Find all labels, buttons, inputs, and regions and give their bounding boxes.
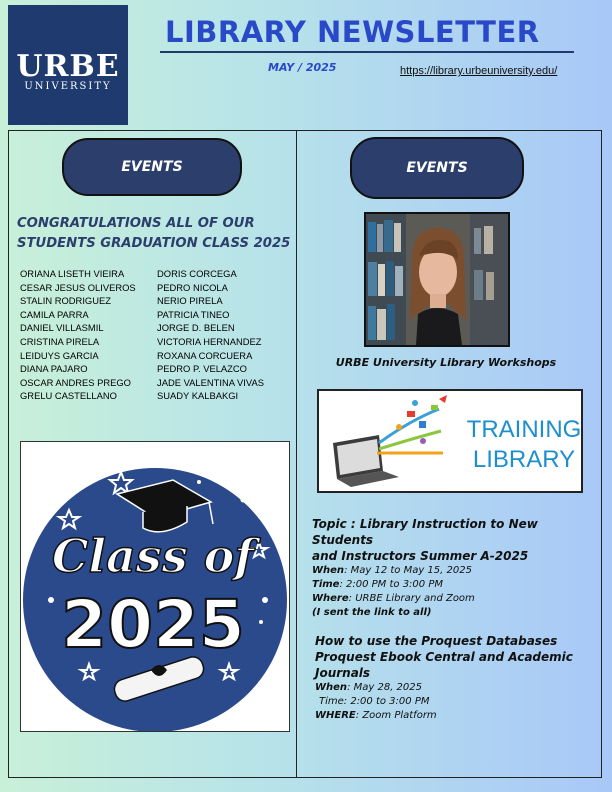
graduate-name: ROXANA CORCUERA xyxy=(157,349,253,361)
library-word: LIBRARY xyxy=(472,446,576,473)
event2-when: When: May 28, 2025 xyxy=(315,682,422,693)
graduate-name: VICTORIA HERNANDEZ xyxy=(157,335,262,347)
graduate-name: LEIDUYS GARCIA xyxy=(20,349,99,361)
class-of-2025-graphic xyxy=(20,441,290,732)
person-portrait xyxy=(410,228,466,345)
event1-topic-line2: and Instructors Summer A-2025 xyxy=(312,549,529,563)
graduate-name: OSCAR ANDRES PREGO xyxy=(20,376,131,388)
events-badge-right: EVENTS xyxy=(350,137,524,199)
graduate-name: JADE VALENTINA VIVAS xyxy=(157,376,264,388)
event2-where: WHERE: Zoom Platform xyxy=(315,710,437,721)
issue-date: MAY / 2025 xyxy=(268,61,337,74)
event2-title-line2: Proquest Ebook Central and Academic xyxy=(315,650,573,664)
title-underline xyxy=(160,51,574,53)
graduate-name: PATRICIA TINEO xyxy=(157,308,230,320)
graduate-name: CAMILA PARRA xyxy=(20,308,89,320)
graduate-name: CRISTINA PIRELA xyxy=(20,335,100,347)
event1-note: (I sent the link to all) xyxy=(312,607,432,618)
congrats-line-2: STUDENTS GRADUATION CLASS 2025 xyxy=(17,236,291,251)
graduate-name: DIANA PAJARO xyxy=(20,363,88,375)
flying-icons xyxy=(377,395,447,453)
graduate-name: PEDRO P. VELAZCO xyxy=(157,363,247,375)
training-library-banner xyxy=(317,389,583,493)
event-library-instruction xyxy=(312,516,602,620)
training-library-graphic xyxy=(319,391,581,491)
graduate-name: CESAR JESUS OLIVEROS xyxy=(20,281,136,293)
event2-title-line3: Journals xyxy=(315,666,371,680)
librarian-photo xyxy=(364,212,510,347)
graduate-name: STALIN RODRIGUEZ xyxy=(20,295,111,307)
graduate-name: ORIANA LISETH VIEIRA xyxy=(20,268,125,279)
graduation-congrats-heading xyxy=(17,214,297,254)
graduate-name: DANIEL VILLASMIL xyxy=(20,322,104,334)
graduate-name: JORGE D. BELEN xyxy=(157,322,235,334)
event1-topic-line1: Topic : Library Instruction to New Students xyxy=(312,517,538,547)
graduate-name: DORIS CORCEGA xyxy=(157,268,237,279)
graduate-name: PEDRO NICOLA xyxy=(157,281,228,293)
graduate-name: NERIO PIRELA xyxy=(157,295,223,307)
graduate-name: SUADY KALBAKGI xyxy=(157,390,239,402)
event1-time: Time: 2:00 PM to 3:00 PM xyxy=(312,579,443,590)
librarian-photo-illustration xyxy=(366,214,508,345)
class-of-2025-badge xyxy=(21,442,289,731)
event-proquest-databases xyxy=(315,633,599,723)
logo-subtitle: UNIVERSITY xyxy=(24,81,112,92)
badge-class-of-text: Class of xyxy=(51,529,255,583)
event1-where: Where: URBE Library and Zoom xyxy=(312,593,475,604)
event2-title-line1: How to use the Proquest Databases xyxy=(315,634,558,648)
laptop-icon xyxy=(333,435,399,487)
event1-when: When: May 12 to May 15, 2025 xyxy=(312,565,472,576)
graduates-list-col2 xyxy=(157,267,264,403)
training-word: TRAINING xyxy=(466,416,581,443)
event2-time: Time: 2:00 to 3:00 PM xyxy=(319,696,430,707)
events-badge-left: EVENTS xyxy=(62,138,242,196)
badge-year-text: 2025 xyxy=(61,586,245,663)
graduates-list-col1 xyxy=(20,267,136,403)
graduate-name: GRELU CASTELLANO xyxy=(20,390,117,402)
library-website-link[interactable]: https://library.urbeuniversity.edu/ xyxy=(400,65,558,77)
congrats-line-1: CONGRATULATIONS ALL OF OUR xyxy=(17,216,255,231)
urbe-logo xyxy=(8,5,128,125)
newsletter-title: LIBRARY NEWSLETTER xyxy=(165,15,540,49)
workshops-caption: URBE University Library Workshops xyxy=(335,356,557,369)
logo-wordmark: URBE xyxy=(16,49,120,84)
